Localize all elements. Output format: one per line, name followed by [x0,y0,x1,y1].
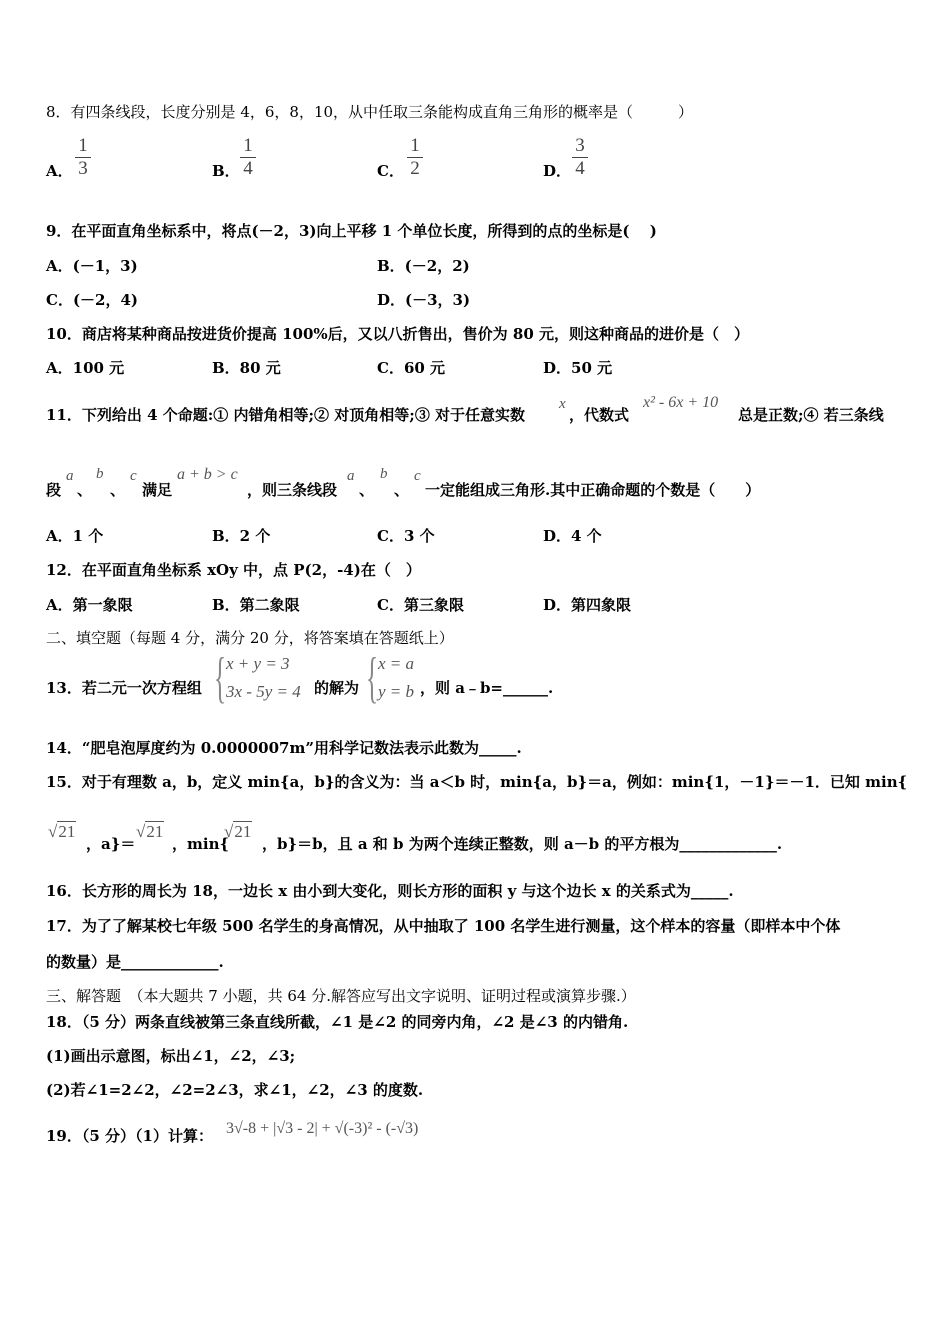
q11-option-b: B．2 个 [212,527,271,545]
q15-part-b: ，min{ [172,835,230,853]
q9-option-c: C．(－2，4) [46,291,139,309]
q11-var-b: b [96,466,104,482]
q11-var-a-2: a [347,468,355,484]
q13-equation-2: 3x - 5y = 4 [226,682,301,701]
q11-var-c: c [130,468,137,484]
q11-sep-2: 、 [110,481,126,499]
section-2-heading: 二、填空题（每题 4 分，满分 20 分，将答案填在答题纸上） [46,629,454,647]
q11-sep-4: 、 [394,481,410,499]
q13-solution-brace: { [366,647,379,709]
q13-system-brace: { [214,647,227,709]
q17-line1: 17．为了了解某校七年级 500 名学生的身高情况，从中抽取了 100 名学生进行测量，这个样本的容量（即样本中个体 [46,917,841,935]
q9-stem: 9．在平面直角坐标系中，将点(－2，3)向上平移 1 个单位长度，所得到的点的坐标是( ) [46,222,657,240]
q13-prefix: 13．若二元一次方程组 [46,679,202,697]
q13-middle: 的解为 [314,679,360,697]
q11-var-c-2: c [414,468,421,484]
q8-option-a-fraction: 1 3 [73,136,93,179]
q15-part-c: ，b}＝b，且 a 和 b 为两个连续正整数，则 a－b 的平方根为_____________. [262,835,783,853]
q11-line2-a: 段 [46,481,62,499]
section-3-heading: 三、解答题 （本大题共 7 小题，共 64 分.解答应写出文字说明、证明过程或演算步骤.） [46,987,636,1005]
q14-stem: 14．“肥皂泡厚度约为 0.0000007m”用科学记数法表示此数为_____. [46,739,522,757]
q11-line2-c: ，则三条线段 [247,481,338,499]
q15-part-a: ，a}＝ [86,835,136,853]
q19-expression: 3√-8 + |√3 - 2| + √(-3)² - (-√3) [226,1120,419,1137]
q13-solution-2: y = b [378,682,415,701]
q11-option-d: D．4 个 [543,527,602,545]
q11-option-a: A．1 个 [46,527,104,545]
q10-option-c: C．60 元 [377,359,446,377]
q9-option-a: A．(－1，3) [46,257,138,275]
q11-var-x: x [559,396,566,412]
q9-option-b: B．(－2，2) [377,257,470,275]
q12-stem: 12．在平面直角坐标系 xOy 中，点 P(2，-4)在（ ） [46,561,421,579]
q9-option-d: D．(－3，3) [377,291,471,309]
q15-sqrt21-3: √21 [224,822,252,841]
q11-var-a: a [66,468,74,484]
q18-line2: (1)画出示意图，标出∠1，∠2，∠3; [46,1047,296,1065]
q12-option-b: B．第二象限 [212,596,300,614]
q11-line1-b: ，代数式 [569,406,630,424]
q11-line2-b: 满足 [142,481,173,499]
q18-line1: 18．（5 分）两条直线被第三条直线所截，∠1 是∠2 的同旁内角，∠2 是∠3 的内错角. [46,1013,629,1031]
q10-option-a: A．100 元 [46,359,125,377]
q12-option-d: D．第四象限 [543,596,632,614]
q8-option-a-label: A． [46,162,73,180]
q12-option-c: C．第三象限 [377,596,464,614]
q11-expression: x² - 6x + 10 [643,394,719,411]
q8-option-d-fraction: 3 4 [570,136,590,179]
q11-sep-1: 、 [77,481,93,499]
q12-option-a: A．第一象限 [46,596,133,614]
q8-option-c-label: C． [377,162,404,180]
q13-suffix: ，则 a﹣b=______. [420,679,554,697]
q11-option-c: C．3 个 [377,527,435,545]
q18-line3: (2)若∠1=2∠2，∠2=2∠3，求∠1，∠2，∠3 的度数. [46,1081,424,1099]
q8-stem: 8．有四条线段，长度分别是 4，6，8，10，从中任取三条能构成直角三角形的概率是（ ） [46,103,694,121]
q10-stem: 10．商店将某种商品按进货价提高 100%后，又以八折售出，售价为 80 元，则这种商品的进价是（ ） [46,325,749,343]
q15-sqrt21-1: √21 [48,822,76,841]
q13-solution-1: x = a [378,654,415,673]
q11-line2-d: 一定能组成三角形.其中正确命题的个数是（ ） [425,481,761,499]
q8-option-d-label: D． [543,162,572,180]
q13-equation-1: x + y = 3 [226,654,290,673]
q11-line1-a: 11．下列给出 4 个命题:① 内错角相等;② 对顶角相等;③ 对于任意实数 [46,406,526,424]
q11-var-b-2: b [380,466,388,482]
q8-option-c-fraction: 1 2 [405,136,425,179]
q19-stem: 19．（5 分）（1）计算： [46,1127,213,1145]
q11-line1-c: 总是正数;④ 若三条线 [738,406,884,424]
q15-line1: 15．对于有理数 a，b，定义 min{a，b}的含义为：当 a＜b 时，min{a，b}＝a，例如：min{1，－1}＝－1．已知 min{ [46,773,908,791]
q8-option-b-label: B． [212,162,240,180]
q10-option-d: D．50 元 [543,359,613,377]
q17-line2: 的数量）是_____________. [46,953,224,971]
q11-condition: a + b > c [177,466,238,483]
q11-sep-3: 、 [359,481,375,499]
q8-option-b-fraction: 1 4 [238,136,258,179]
q10-option-b: B．80 元 [212,359,281,377]
q16-stem: 16．长方形的周长为 18，一边长 x 由小到大变化，则长方形的面积 y 与这个边长 x 的关系式为_____. [46,882,734,900]
q15-sqrt21-2: √21 [136,822,164,841]
